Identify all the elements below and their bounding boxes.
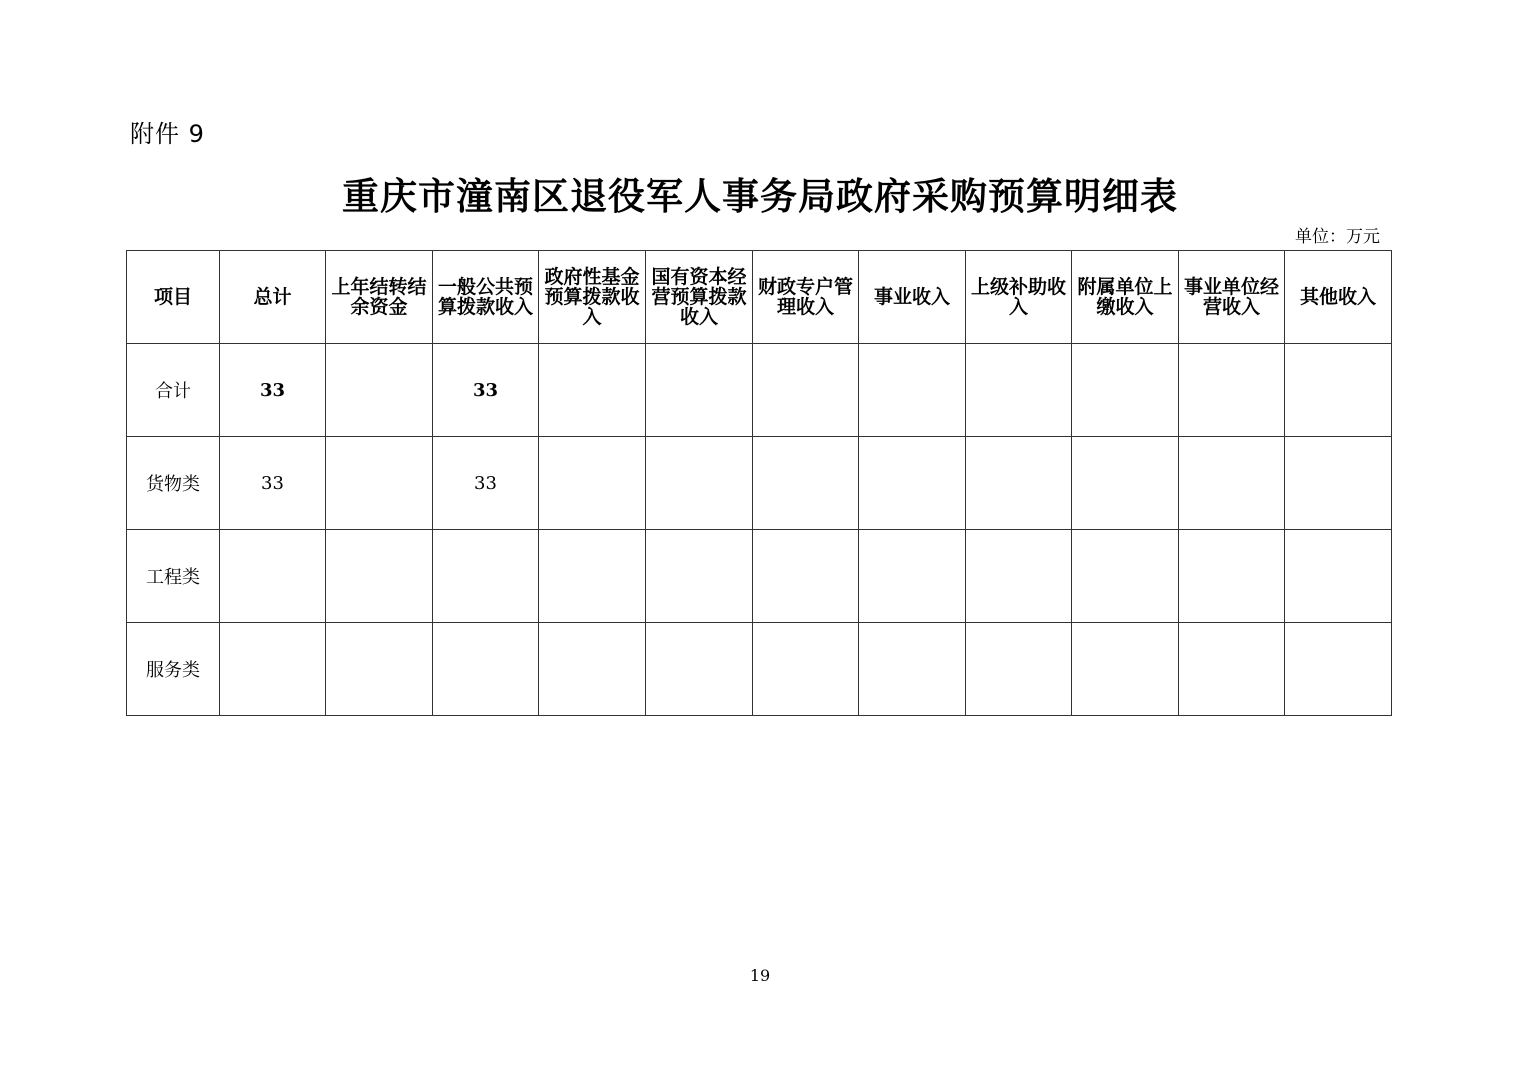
header-superior-subsidy: 上级补助收入	[966, 251, 1072, 344]
cell	[646, 344, 753, 437]
header-other-income: 其他收入	[1285, 251, 1392, 344]
header-affiliate-payment: 附属单位上缴收入	[1072, 251, 1179, 344]
cell	[1285, 437, 1392, 530]
cell	[753, 437, 859, 530]
header-fund-budget: 政府性基金预算拨款收入	[539, 251, 646, 344]
cell	[1179, 623, 1285, 716]
cell	[1072, 344, 1179, 437]
header-state-capital: 国有资本经营预算拨款收入	[646, 251, 753, 344]
procurement-budget-table	[126, 250, 1392, 716]
cell	[966, 530, 1072, 623]
cell	[753, 623, 859, 716]
header-general-budget: 一般公共预算拨款收入	[433, 251, 539, 344]
cell	[966, 437, 1072, 530]
cell	[646, 530, 753, 623]
table-row	[127, 437, 1392, 530]
cell	[966, 344, 1072, 437]
cell	[1179, 530, 1285, 623]
page-number: 19	[749, 966, 771, 985]
cell	[859, 344, 966, 437]
table-row	[127, 344, 1392, 437]
header-total: 总计	[220, 251, 326, 344]
row-label: 服务类	[127, 623, 220, 716]
cell	[859, 437, 966, 530]
cell	[1285, 530, 1392, 623]
cell	[326, 344, 433, 437]
header-special-account: 财政专户管理收入	[753, 251, 859, 344]
header-operating-income: 事业单位经营收入	[1179, 251, 1285, 344]
cell-general-budget	[433, 623, 539, 716]
cell-general-budget: 33	[433, 437, 539, 530]
row-label: 货物类	[127, 437, 220, 530]
cell	[326, 623, 433, 716]
header-row	[127, 251, 1392, 344]
page-title: 重庆市潼南区退役军人事务局政府采购预算明细表	[342, 174, 1178, 218]
cell	[859, 623, 966, 716]
cell-general-budget: 33	[433, 344, 539, 437]
cell-total: 33	[220, 437, 326, 530]
cell	[1072, 437, 1179, 530]
cell	[539, 344, 646, 437]
cell	[326, 530, 433, 623]
cell	[1179, 437, 1285, 530]
cell	[539, 437, 646, 530]
row-label: 工程类	[127, 530, 220, 623]
cell	[1285, 344, 1392, 437]
header-carryover: 上年结转结余资金	[326, 251, 433, 344]
attachment-label: 附件 9	[130, 120, 205, 148]
table-row	[127, 623, 1392, 716]
cell-total: 33	[220, 344, 326, 437]
cell	[1072, 530, 1179, 623]
cell	[539, 623, 646, 716]
cell	[1072, 623, 1179, 716]
cell	[1179, 344, 1285, 437]
cell	[539, 530, 646, 623]
cell	[646, 437, 753, 530]
cell	[646, 623, 753, 716]
cell-total	[220, 623, 326, 716]
cell	[753, 344, 859, 437]
cell	[753, 530, 859, 623]
cell	[326, 437, 433, 530]
cell-general-budget	[433, 530, 539, 623]
unit-label: 单位：万元	[1295, 227, 1380, 247]
cell-total	[220, 530, 326, 623]
table-row	[127, 530, 1392, 623]
row-label: 合计	[127, 344, 220, 437]
header-business-income: 事业收入	[859, 251, 966, 344]
cell	[1285, 623, 1392, 716]
cell	[859, 530, 966, 623]
header-item: 项目	[127, 251, 220, 344]
cell	[966, 623, 1072, 716]
